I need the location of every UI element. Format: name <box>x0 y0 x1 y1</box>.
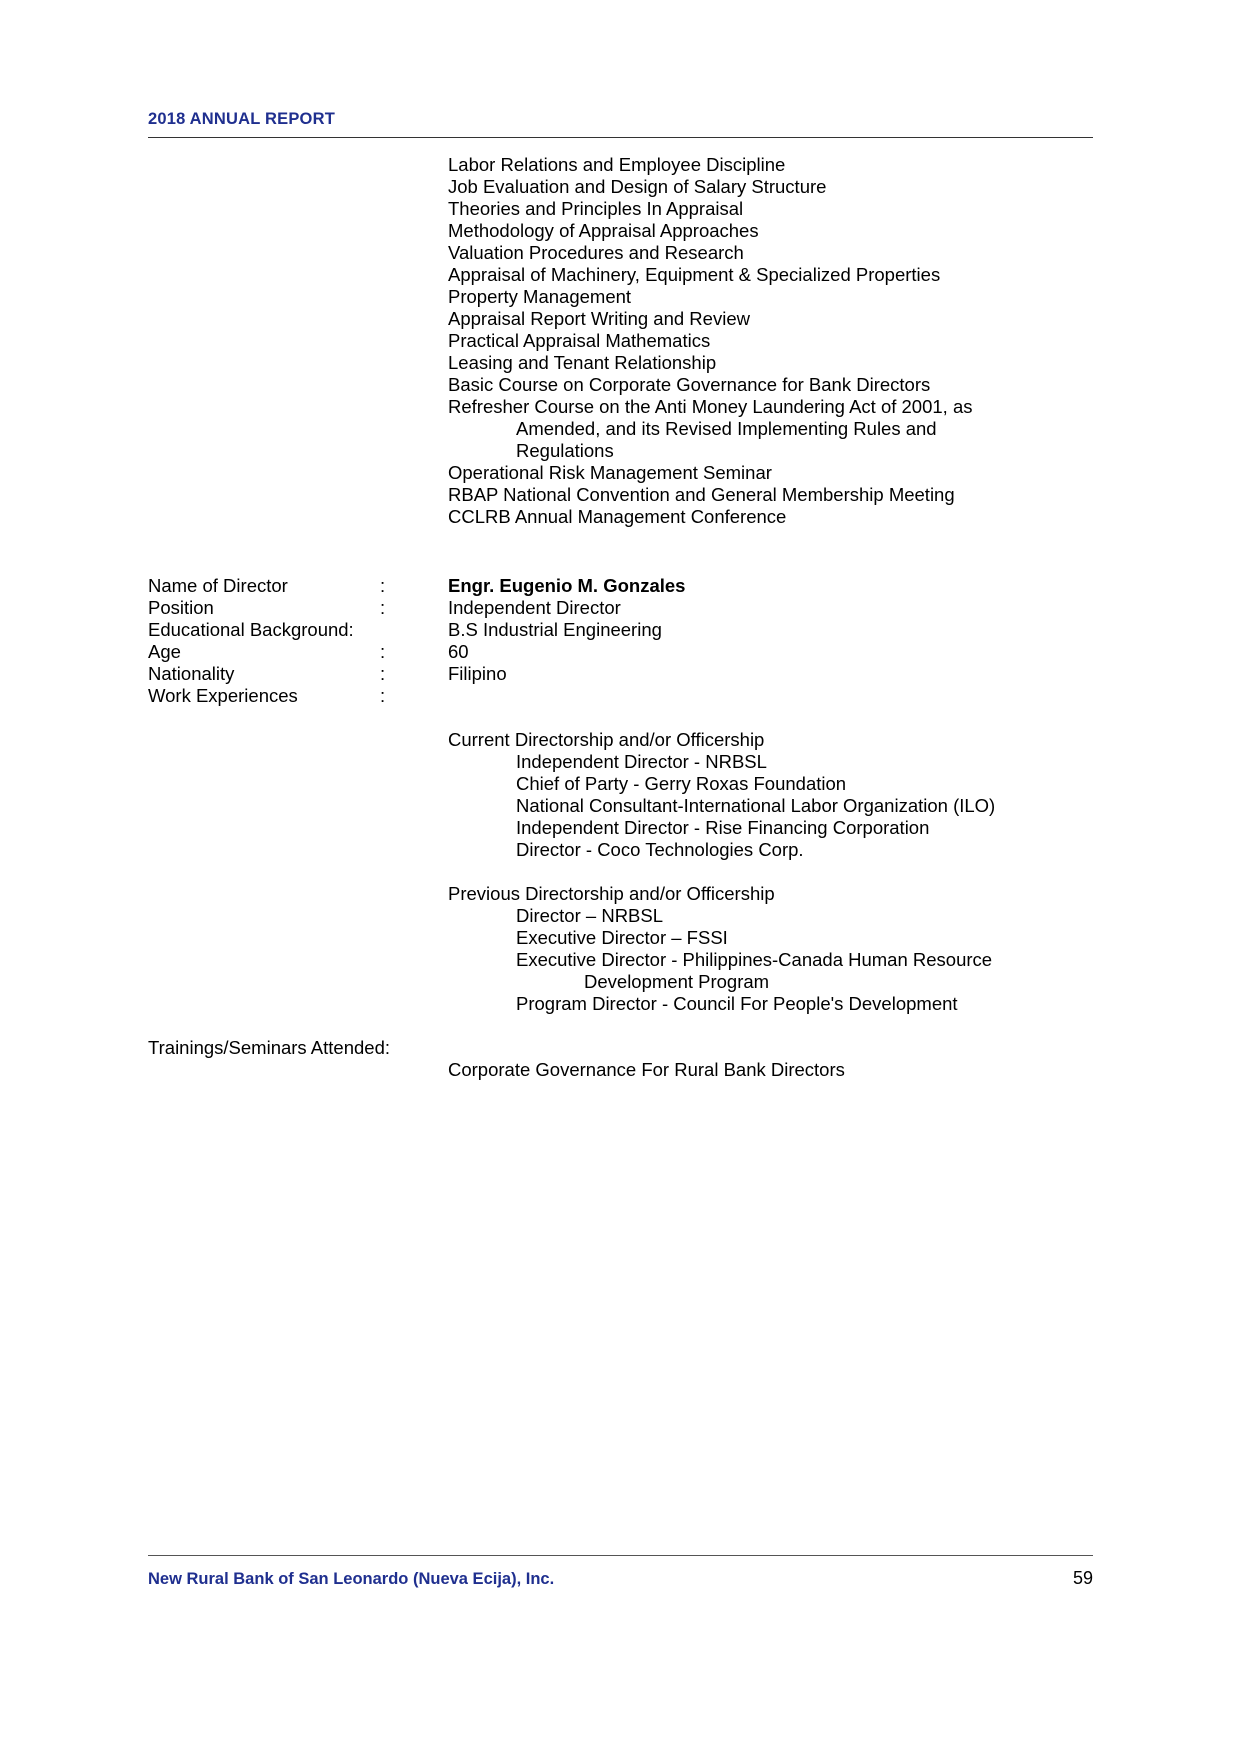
spacer <box>148 861 1093 883</box>
list-item: Appraisal of Machinery, Equipment & Specialized Properties <box>448 264 941 285</box>
row-value: 60 <box>448 641 469 662</box>
list-item: Independent Director - NRBSL <box>516 751 767 772</box>
list-item: Chief of Party - Gerry Roxas Foundation <box>516 773 847 794</box>
page-footer <box>148 1555 1093 1589</box>
list-item: Methodology of Appraisal Approaches <box>448 220 759 241</box>
list-item: Corporate Governance For Rural Bank Directors <box>448 1059 845 1080</box>
list-item: Property Management <box>448 286 632 307</box>
list-item: Leasing and Tenant Relationship <box>448 352 717 373</box>
row-value <box>448 685 1093 707</box>
row-colon: : <box>380 597 386 618</box>
row-colon: : <box>380 575 386 596</box>
row-label: Position <box>148 597 214 618</box>
row-colon: : <box>380 641 386 662</box>
list-item: Refresher Course on the Anti Money Laundering Act of 2001, as <box>448 396 973 417</box>
list-item: Valuation Procedures and Research <box>448 242 744 263</box>
row-colon: : <box>380 685 386 706</box>
footer-organization-name: New Rural Bank of San Leonardo (Nueva Ecija), Inc. <box>148 1570 555 1588</box>
trainings-label: Trainings/Seminars Attended: <box>148 1037 390 1058</box>
list-item: RBAP National Convention and General Membership Meeting <box>448 484 955 505</box>
table-row <box>148 663 1093 685</box>
list-item-continuation: Amended, and its Revised Implementing Rules and <box>516 418 937 439</box>
list-item: Appraisal Report Writing and Review <box>448 308 750 329</box>
list-item: Executive Director - Philippines-Canada Human Resource <box>516 949 993 970</box>
list-item: Labor Relations and Employee Discipline <box>448 154 786 175</box>
document-body <box>148 154 1093 1081</box>
row-value: Filipino <box>448 663 507 684</box>
list-item: Practical Appraisal Mathematics <box>448 330 711 351</box>
page-number: 59 <box>1072 1568 1093 1588</box>
previous-directorship-block <box>448 883 1093 1015</box>
page-content <box>148 110 1093 1081</box>
current-directorship-block <box>448 729 1093 861</box>
row-label: Nationality <box>148 663 235 684</box>
row-label: Age <box>148 641 181 662</box>
list-item: Basic Course on Corporate Governance for Bank Directors <box>448 374 931 395</box>
list-item: Job Evaluation and Design of Salary Structure <box>448 176 827 197</box>
row-value: Independent Director <box>448 597 621 618</box>
table-row <box>148 575 1093 597</box>
row-label: Educational Background: <box>148 619 354 640</box>
list-item: Theories and Principles In Appraisal <box>448 198 744 219</box>
spacer <box>148 1015 1093 1037</box>
list-item: Program Director - Council For People's Development <box>516 993 958 1014</box>
row-colon: : <box>380 663 386 684</box>
list-item: Executive Director – FSSI <box>516 927 728 948</box>
list-item: CCLRB Annual Management Conference <box>448 506 787 527</box>
list-item-continuation: Regulations <box>516 440 614 461</box>
list-item: National Consultant-International Labor Organization (ILO) <box>516 795 996 816</box>
table-row <box>148 685 1093 707</box>
spacer <box>148 707 1093 729</box>
list-item: Director – NRBSL <box>516 905 664 926</box>
director-info-table <box>148 575 1093 707</box>
table-row <box>148 641 1093 663</box>
list-item: Director - Coco Technologies Corp. <box>516 839 804 860</box>
table-row <box>148 597 1093 619</box>
list-item: Operational Risk Management Seminar <box>448 462 772 483</box>
section-heading: Previous Directorship and/or Officership <box>448 883 775 904</box>
row-label: Name of Director <box>148 575 288 596</box>
list-item: Independent Director - Rise Financing Corporation <box>516 817 930 838</box>
table-row <box>148 619 1093 641</box>
footer-divider <box>148 1555 1093 1556</box>
section-heading: Current Directorship and/or Officership <box>448 729 765 750</box>
row-colon <box>380 619 448 641</box>
seminars-continued-list <box>448 154 1093 528</box>
trainings-list <box>448 1059 1093 1081</box>
header-divider <box>148 137 1093 138</box>
spacer <box>148 528 1093 575</box>
list-item-continuation: Development Program <box>584 971 770 992</box>
row-value: Engr. Eugenio M. Gonzales <box>448 575 686 596</box>
row-value: B.S Industrial Engineering <box>448 619 662 640</box>
page-header-title: 2018 ANNUAL REPORT <box>148 110 335 128</box>
row-label: Work Experiences <box>148 685 298 706</box>
